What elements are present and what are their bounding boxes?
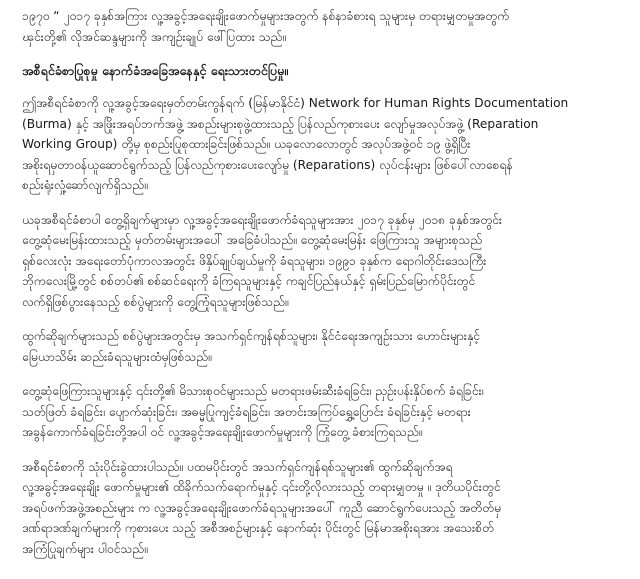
paragraph-violations: တွေ့ဆုံဖြေကြားသူများနှင့် ၎င်းတို့၏ မိသားစုဝင်များသည် မတရားဖမ်းဆီးခံရခြင်း၊ ညှဉ်းပန်းနှိပ်စက် ခံရခြင်း၊ သတ်ဖြတ် ခံရခြင်း၊ ပျောက်ဆုံးခြင်း၊ အဓမ္မပြုကျင့်ခံရခြင်း၊ အတင်းအကြပ်ရွှေ့ပြောင်း ခံရခြင်းနှင့် မတရား အခွန်ကောက်ခံရခြင်းတို့အပါ ဝင် လူ့အခွင့်အရေးချိုးဖောက်မှုများကို ကြုံတွေ့ ခံစားကြရသည်။ — [22, 384, 484, 439]
paragraph-testimonies: ထွက်ဆိုချက်များသည် စစ်ပွဲများအတွင်းမှ အသက်ရှင်ကျန်ရစ်သူများ၊ နိုင်ငံရေးအကျဉ်းသား ဟောင်းများနှင့် မြေယာသိမ်း ဆည်းခံရသူများထံမှဖြစ်သည်။ — [22, 329, 480, 364]
paragraph-structure: အစီရင်ခံစာကို သုံးပိုင်းခွဲထားပါသည်။ ပထမပိုင်းတွင် အသက်ရှင်ကျန်ရစ်သူများ၏ ထွက်ဆိုချက်အရ လူ့အခွင့်အရေးချိုး ဖောက်မှုများ၏ ထိခိုက်သက်ရောက်မှုနှင့် ၎င်းတို့လိုလားသည့် တရားမျှတမှု ။ ဒုတိယပိုင်းတွင် အရပ်ဖက်အဖွဲ့အစည်းများ က လူ့အခွင့်အရေးချိုးဖောက်ခံရသူများအပေါ် ကူညီ ဆောင်ရွက်ပေးသည့် အတိတ်မှ ဒဏ်ရာဒဏ်ချက်များကို ကုစားပေး သည့် အစီအစဉ်များနှင့် နောက်ဆုံး ပိုင်းတွင် မြန်မာအစိုးရအား အသေးစိတ် အကြံပြုချက်များ ပါဝင်သည်။ — [22, 459, 501, 556]
section-heading: အစီရင်ခံစာပြုစုမှု နောက်ခံအခြေအနေနှင့် ရေးသားတင်ပြမှု။ — [22, 63, 289, 78]
paragraph-findings: ယခုအစီရင်ခံစာပါ တွေ့ရှိချက်များမှာ လူ့အခွင့်အရေးချိုးဖောက်ခံရသူများအား ၂၀၁၇ ခုနှစ်မှ ၂၀၁၈ ခုနှစ်အတွင်း တွေ့ဆုံမေးမြန်းထားသည့် မှတ်တမ်းများအပေါ် အခြေခံပါသည်။ တွေ့ဆုံမေးမြန်း ဖြေကြားသူ အများစုသည် ရှစ်လေးလုံး အရေးတော်ပုံကာလအတွင်း ဖိနှိပ်ချုပ်ချယ်မှုကို ခံရသူများ၊ ၁၉၉၁ ခုနှစ်က ရောဂါတိုင်းဒေသကြီး ဘိုကလေးမြို့တွင် စစ်တပ်၏ စစ်ဆင်ရေးကို ခံကြရသူများနှင့် ကချင်ပြည်နယ်နှင့် ရှမ်းပြည်မြောက်ပိုင်းတွင် လက်ရှိဖြစ်ပွားနေသည့် စစ်ပွဲများကို တွေ့ကြုံရသူများဖြစ်သည်။ — [22, 212, 502, 309]
paragraph-background: ဤအစီရင်ခံစာကို လူ့အခွင့်အရေးမှတ်တမ်းကွန်ရက် (မြန်မာနိုင်ငံ) Network for Human Rights Documentation (Burma) နှင့် အဖြိုးအရပ်ဘက်အဖွဲ့ အစည်းများစုဖွဲ့ထားသည့် ပြန်လည်ကုစားပေး လျော်မှုအလုပ်အဖွဲ့ (Reparation Working Group) တို့မှ စုစည်းပြုစုထားခြင်းဖြစ်သည်။ ယခုလောလောတွင် အလုပ်အဖွဲ့ဝင် ၁၉ ဖွဲ့ရှိပြီး အစိုးရမှတာဝန်ယူဆောင်ရွက်သည့် ပြန်လည်ကုစားပေးလျော်မှု (Reparations) လုပ်ငန်းများ ဖြစ်ပေါ်လာစေရန် စည်းရုံးလှုံ့ဆော်လျက်ရှိသည်။ — [22, 96, 569, 192]
intro-paragraph: ၁၉၇၀ “ ၂၀၁၇ ခုနှစ်အကြား လူ့အခွင့်အရေးချိုးဖောက်မှုများအတွက် နစ်နာခံစားရ သူများမှ တရားမျှတမှုအတွက် ၾင်းတို့၏ လိုအင်ဆန္ဒများကို အကျဉ်းချုပ် ဖေါ်ပြထား သည်။ — [22, 9, 510, 44]
